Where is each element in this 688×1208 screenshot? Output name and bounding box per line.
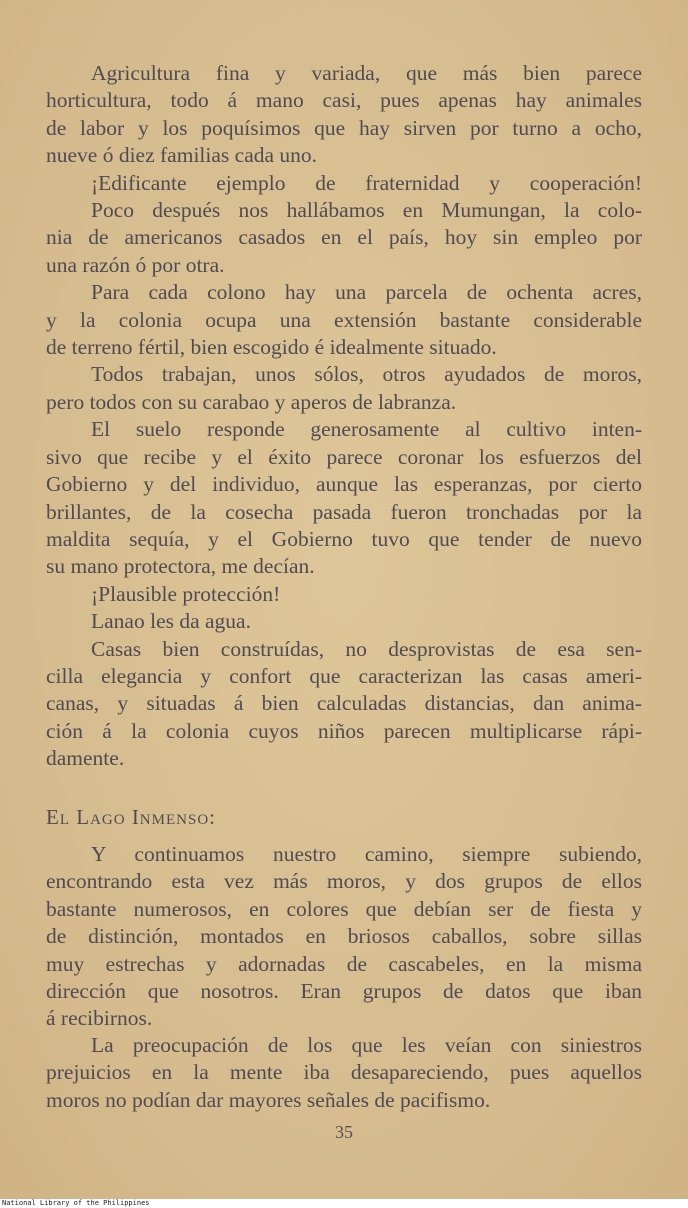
text-line: bastante numerosos, en colores que debían ser de fiesta y bbox=[46, 896, 642, 921]
text-line: nueve ó diez familias cada uno. bbox=[46, 143, 318, 168]
text-section-3 bbox=[46, 1032, 642, 1114]
text-line: Gobierno y del individuo, aunque las esperanzas, por cierto bbox=[46, 472, 642, 497]
text-line: de distinción, montados en briosos caballos, sobre sillas bbox=[46, 924, 642, 949]
text-line: Agricultura fina y variada, que más bien parece bbox=[91, 61, 642, 85]
text-line: nia de americanos casados en el país, hoy sin empleo por bbox=[46, 225, 642, 250]
text-line: El suelo responde generosamente al cultivo inten- bbox=[91, 417, 642, 442]
text-line: brillantes, de la cosecha pasada fueron tronchadas por la bbox=[46, 499, 642, 524]
text-line: damente. bbox=[46, 746, 125, 771]
text-line: pero todos con su carabao y aperos de labranza. bbox=[46, 389, 457, 414]
text-line: de labor y los poquísimos que hay sirven por turno a ocho, bbox=[46, 115, 642, 140]
text-line: y la colonia ocupa una extensión bastante considerable bbox=[46, 307, 642, 332]
text-line: Poco después nos hallábamos en Mumungan, la colo- bbox=[91, 198, 642, 223]
text-line: su mano protectora, me decían. bbox=[46, 554, 315, 579]
text-line: muy estrechas y adornadas de cascabeles, en la misma bbox=[46, 951, 642, 976]
text-line: La preocupación de los que les veían con siniestros bbox=[91, 1033, 642, 1057]
text-line: cilla elegancia y confort que caracterizan las casas ameri- bbox=[46, 663, 642, 688]
text-line: Y continuamos nuestro camino, siempre subiendo, bbox=[91, 842, 642, 866]
text-line: una razón ó por otra. bbox=[46, 252, 225, 277]
text-line: ¡Plausible protección! bbox=[91, 581, 281, 606]
text-line: canas, y situadas á bien calculadas distancias, dan anima- bbox=[46, 691, 642, 716]
text-line: ción á la colonia cuyos niños parecen multiplicarse rápi- bbox=[46, 718, 642, 743]
text-line: sivo que recibe y el éxito parece coronar los esfuerzos del bbox=[46, 444, 642, 469]
section-heading: El Lago Inmenso: bbox=[46, 805, 216, 829]
text-line: maldita sequía, y el Gobierno tuvo que tender de nuevo bbox=[46, 526, 642, 551]
text-section-2 bbox=[46, 841, 642, 1033]
text-line: ¡Edificante ejemplo de fraternidad y cooperación! bbox=[91, 170, 642, 195]
text-line: á recibirnos. bbox=[46, 1006, 153, 1031]
text-line: Para cada colono hay una parcela de ochenta acres, bbox=[91, 280, 642, 305]
text-line: moros no podían dar mayores señales de pacifismo. bbox=[46, 1087, 491, 1112]
text-line: Casas bien construídas, no desprovistas de esa sen- bbox=[91, 636, 642, 661]
text-section-1 bbox=[46, 60, 642, 773]
text-line: horticultura, todo á mano casi, pues apenas hay animales bbox=[46, 88, 642, 113]
text-line: Todos trabajan, unos sólos, otros ayudados de moros, bbox=[91, 362, 642, 387]
page-number: 35 bbox=[335, 1122, 353, 1142]
text-line: de terreno fértil, bien escogido é idealmente situado. bbox=[46, 335, 497, 360]
text-line: prejuicios en la mente iba desapareciendo, pues aquellos bbox=[46, 1060, 642, 1085]
text-line: encontrando esta vez más moros, y dos grupos de ellos bbox=[46, 869, 642, 894]
text-line: dirección que nosotros. Eran grupos de datos que iban bbox=[46, 979, 642, 1004]
text-line: Lanao les da agua. bbox=[91, 609, 251, 634]
footer-credit: National Library of the Philippines bbox=[2, 1199, 150, 1207]
